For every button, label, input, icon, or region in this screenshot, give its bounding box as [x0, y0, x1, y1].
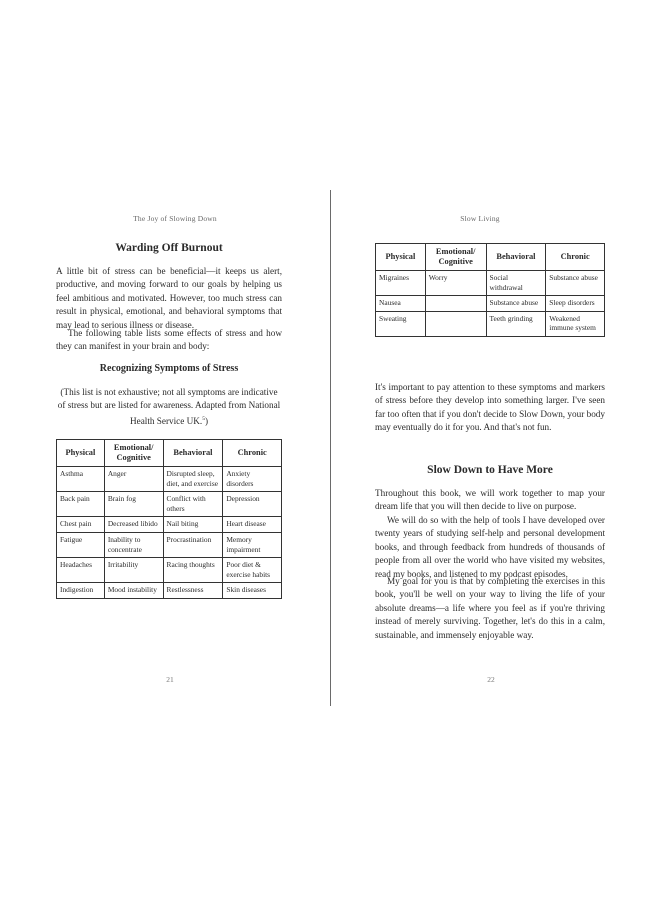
table-cell: Anxiety disorders — [223, 467, 282, 492]
table-row — [57, 467, 282, 492]
table-header-cell: Emotional/ Cognitive — [104, 440, 163, 467]
table-cell: Conflict with others — [163, 492, 223, 517]
table-header-cell: Physical — [376, 244, 426, 271]
body-paragraph: Throughout this book, we will work together to map your dream life that you will then decide to live on purpose. — [375, 488, 605, 512]
table-header-cell: Chronic — [546, 244, 605, 271]
table-cell — [425, 311, 486, 336]
table-cell: Depression — [223, 492, 282, 517]
table-cell: Sweating — [376, 311, 426, 336]
table-cell: Chest pain — [57, 517, 105, 533]
section-heading: Slow Down to Have More — [427, 464, 553, 476]
table-row — [57, 517, 282, 533]
table-header-cell: Physical — [57, 440, 105, 467]
table-row — [57, 532, 282, 557]
table-row — [376, 296, 605, 312]
table-header-row — [57, 440, 282, 467]
table-cell: Nail biting — [163, 517, 223, 533]
table-cell: Decreased libido — [104, 517, 163, 533]
table-row — [57, 492, 282, 517]
table-cell: Worry — [425, 271, 486, 296]
table-header-cell: Chronic — [223, 440, 282, 467]
table-heading: Recognizing Symptoms of Stress — [99, 363, 239, 374]
table-cell: Substance abuse — [546, 271, 605, 296]
table-cell: Migraines — [376, 271, 426, 296]
page-number: 22 — [487, 675, 495, 684]
symptoms-table — [56, 439, 282, 599]
table-cell — [425, 296, 486, 312]
section-heading: Warding Off Burnout — [115, 242, 223, 254]
table-row — [376, 311, 605, 336]
table-cell: Nausea — [376, 296, 426, 312]
table-cell: Inability to concentrate — [104, 532, 163, 557]
table-cell: Poor diet & exercise habits — [223, 558, 282, 583]
page-number: 21 — [166, 675, 174, 684]
table-row — [57, 558, 282, 583]
table-cell: Brain fog — [104, 492, 163, 517]
running-head: The Joy of Slowing Down — [133, 214, 217, 223]
table-row — [376, 271, 605, 296]
table-cell: Racing thoughts — [163, 558, 223, 583]
table-cell: Sleep disorders — [546, 296, 605, 312]
intro-paragraph: A little bit of stress can be beneficial—it keeps us alert, productive, and moving forward to our goals by helping us feel ambitious and motivated. However, too much stress can result in physical, emotional, and behavioral symptoms that may lead to serious illness or disease. — [56, 266, 282, 330]
table-cell: Teeth grinding — [486, 311, 546, 336]
table-cell: Skin diseases — [223, 583, 282, 599]
table-cell: Fatigue — [57, 532, 105, 557]
table-cell: Mood instability — [104, 583, 163, 599]
table-note: (This list is not exhaustive; not all symptoms are indicative of stress but are listed for awareness. Adapted from National Health Service UK.$^5$) — [57, 387, 281, 426]
table-cell: Weakened immune system — [546, 311, 605, 336]
table-cell: Disrupted sleep, diet, and exercise — [163, 467, 223, 492]
table-header-cell: Behavioral — [163, 440, 223, 467]
table-cell: Asthma — [57, 467, 105, 492]
table-cell: Back pain — [57, 492, 105, 517]
table-cell: Indigestion — [57, 583, 105, 599]
table-cell: Social withdrawal — [486, 271, 546, 296]
table-header-cell: Emotional/ Cognitive — [425, 244, 486, 271]
table-cell: Headaches — [57, 558, 105, 583]
table-cell: Restlessness — [163, 583, 223, 599]
table-cell: Substance abuse — [486, 296, 546, 312]
table-cell: Irritability — [104, 558, 163, 583]
body-paragraph: We will do so with the help of tools I have developed over twenty years of studying self-help and personal development books, and through feedback from hundreds of thousands of people from all over the world who have visited my websites, read my books, and listened to my podcast episodes. — [375, 515, 605, 579]
right-page — [331, 0, 660, 904]
table-intro-paragraph: The following table lists some effects of stress and how they can manifest in your brain and body: — [56, 328, 282, 352]
table-cell: Procrastination — [163, 532, 223, 557]
table-cell: Anger — [104, 467, 163, 492]
table-header-cell: Behavioral — [486, 244, 546, 271]
symptoms-table-continued — [375, 243, 605, 337]
symptoms-paragraph: It's important to pay attention to these symptoms and markers of stress before they develop into something larger. I've seen far too often that if you don't decide to Slow Down, your body may eventually do it for you. And that's not fun. — [375, 382, 605, 433]
table-cell: Memory impairment — [223, 532, 282, 557]
table-row — [57, 583, 282, 599]
running-head: Slow Living — [460, 214, 500, 223]
table-header-row — [376, 244, 605, 271]
table-cell: Heart disease — [223, 517, 282, 533]
body-paragraph: My goal for you is that by completing the exercises in this book, you'll be well on your way to living the life of your absolute dreams—a life where you feel as if you're thriving instead of merely surviving. Together, let's do this in a calm, sustainable, and immensely enjoyable way. — [375, 576, 605, 640]
